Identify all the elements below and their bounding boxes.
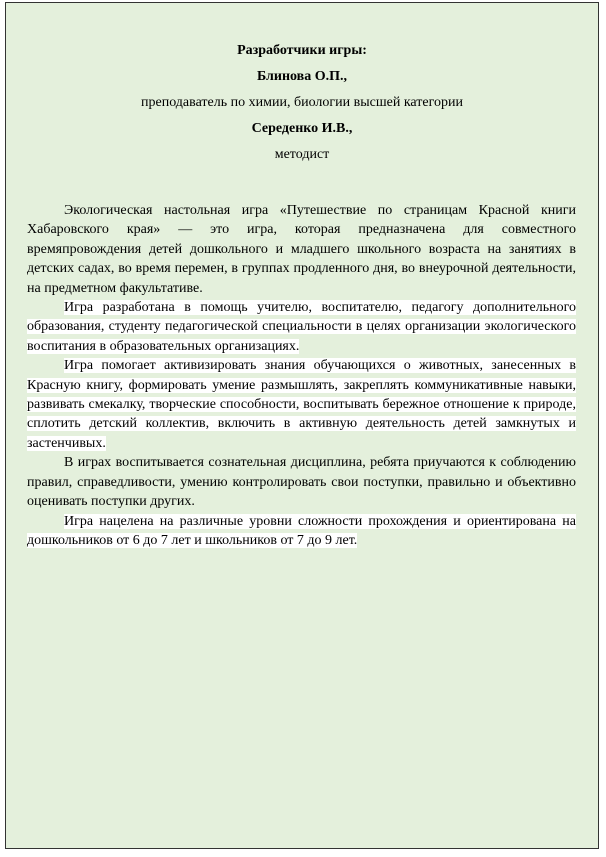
author-role: преподаватель по химии, биологии высшей категории [141,95,463,110]
paragraph [27,298,576,356]
description-text [27,201,576,550]
paragraph: Экологическая настольная игра «Путешествие по страницам Красной книги Хабаровского края» — это игра, которая предназначена для совместного времяпровождения детей дошкольного и младшего школьного возраста на занятиях в детских садах, во время перемен, в группах продленного дня, во внеурочной деятельности, на предметном факультативе. [27,203,576,296]
author-role: методист [274,147,330,162]
document-page [5,2,599,849]
paragraph-text: Игра помогает активизировать знания обучающихся о животных, занесенных в Красную книгу, формировать умение размышлять, закреплять коммуникативные навыки, развивать смекалку, творческие способности, воспитывать бережное отношение к природе, сплотить детский коллектив, включить в активную деятельность детей замкнутых и застенчивых. [27,358,576,451]
author-name: Середенко И.В., [251,121,353,136]
paragraph [27,512,576,551]
paragraph-text: Игра разработана в помощь учителю, воспитателю, педагогу дополнительного образования, студенту педагогической специальности в целях организации экологического воспитания в образовательных организациях. [27,300,576,354]
paragraph-text: Игра нацелена на различные уровни сложности прохождения и ориентирована на дошкольников от 6 до 7 лет и школьников от 7 до 9 лет. [27,513,576,548]
author-name: Блинова О.П., [256,69,348,84]
paragraph: В играх воспитывается сознательная дисциплина, ребята приучаются к соблюдению правил, справедливости, умению контролировать свои поступки, правильно и объективно оценивать поступки других. [27,455,576,510]
developers-heading: Разработчики игры: [237,43,367,58]
paragraph [27,356,576,453]
developers-block [6,43,598,173]
